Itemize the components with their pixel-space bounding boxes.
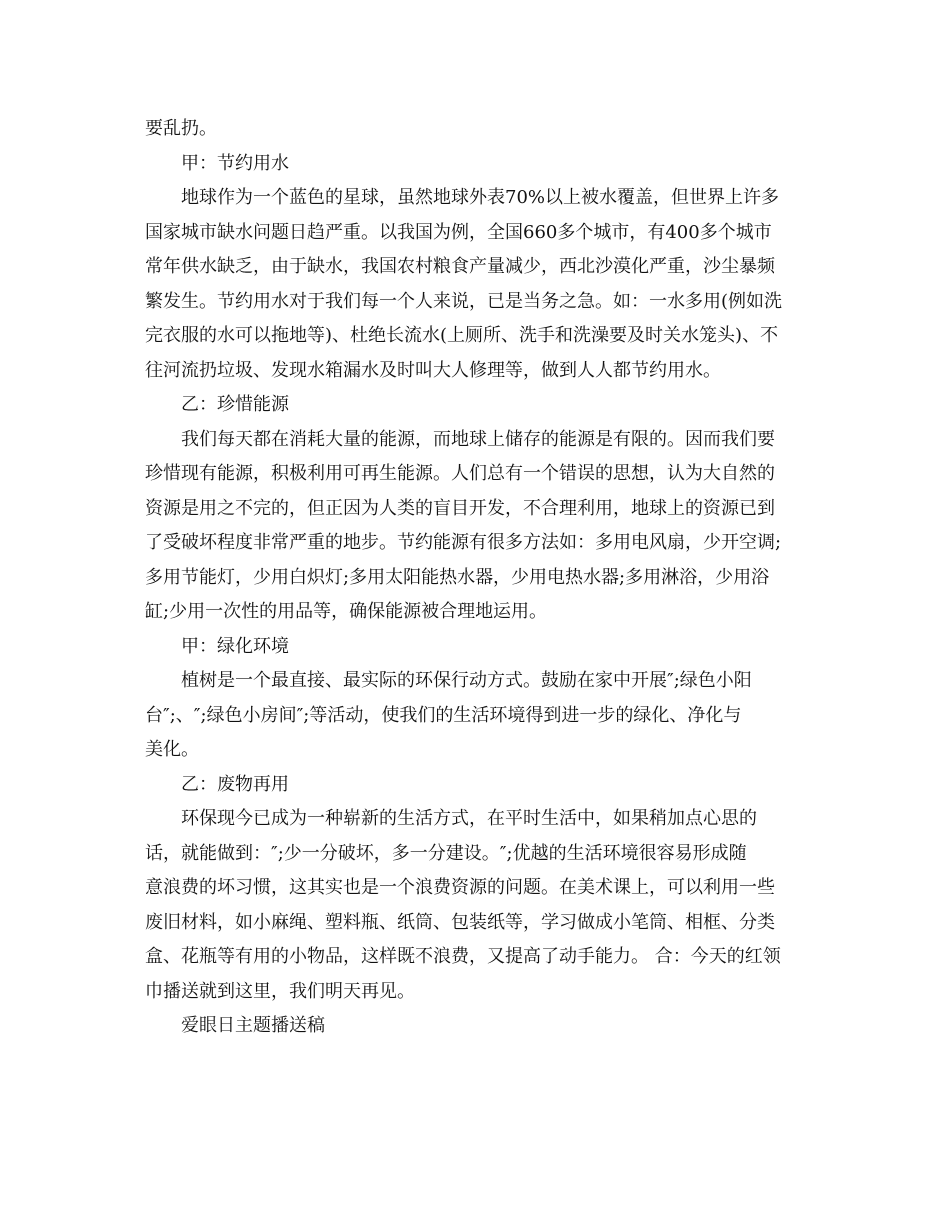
paragraph-line: 地球作为一个蓝色的星球，虽然地球外表70%以上被水覆盖，但世界上许多 (181, 187, 780, 208)
paragraph-line: 意浪费的坏习惯，这其实也是一个浪费资源的问题。在美术课上，可以利用一些 (145, 877, 775, 898)
paragraph-line: 珍惜现有能源，积极利用可再生能源。人们总有一个错误的思想，认为大自然的 (145, 463, 775, 484)
paragraph-line: 废旧材料，如小麻绳、塑料瓶、纸筒、包装纸等，学习做成小笔筒、相框、分类 (145, 911, 775, 933)
paragraph-line: 美化。 (145, 739, 199, 760)
paragraph-line: 环保现今已成为一种崭新的生活方式，在平时生活中，如果稍加点心思的 (181, 808, 757, 829)
paragraph-line: 繁发生。节约用水对于我们每一个人来说，已是当务之急。如：一水多用(例如洗 (145, 290, 783, 312)
paragraph-line: 常年供水缺乏，由于缺水，我国农村粮食产量减少，西北沙漠化严重，沙尘暴频 (145, 256, 775, 277)
paragraph-line: 盒、花瓶等有用的小物品，这样既不浪费，又提高了动手能力。 合：今天的红领 (145, 946, 781, 967)
paragraph-line: 资源是用之不完的，但正因为人类的盲目开发，不合理利用，地球上的资源已到 (145, 497, 775, 519)
paragraph-line: 国家城市缺水问题日趋严重。以我国为例，全国660多个城市，有400多个城市 (145, 221, 772, 243)
section-heading-water: 甲：节约用水 (181, 152, 289, 174)
document-body (145, 112, 810, 1044)
paragraph-line: 巾播送就到这里，我们明天再见。 (145, 980, 415, 1002)
paragraph-line: 往河流扔垃圾、发现水箱漏水及时叫大人修理等，做到人人都节约用水。 (145, 359, 721, 381)
paragraph-line: 多用节能灯，少用白炽灯;多用太阳能热水器，少用电热水器;多用淋浴，少用浴 (145, 566, 770, 588)
paragraph-line: 话，就能做到：″;少一分破坏，多一分建设。″;优越的生活环境很容易形成随 (145, 842, 747, 864)
paragraph-line: 缸;少用一次性的用品等，确保能源被合理地运用。 (145, 601, 548, 622)
paragraph-line: 要乱扔。 (145, 118, 217, 139)
section-heading-greening: 甲：绿化环境 (181, 635, 289, 657)
section-heading-energy: 乙：珍惜能源 (181, 394, 289, 415)
section-heading-reuse: 乙：废物再用 (181, 773, 289, 795)
paragraph-line: 台″;、″;绿色小房间″;等活动，使我们的生活环境得到进一步的绿化、净化与 (145, 704, 742, 726)
paragraph-line: 完衣服的水可以拖地等)、杜绝长流水(上厕所、洗手和洗澡要及时关水笼头)、不 (145, 325, 779, 346)
paragraph-line: 我们每天都在消耗大量的能源，而地球上储存的能源是有限的。因而我们要 (181, 428, 775, 450)
next-section-title: 爱眼日主题播送稿 (181, 1015, 325, 1036)
paragraph-line: 植树是一个最直接、最实际的环保行动方式。鼓励在家中开展″;绿色小阳 (181, 670, 752, 691)
paragraph-line: 了受破坏程度非常严重的地步。节约能源有很多方法如：多用电风扇，少开空调; (145, 532, 782, 553)
